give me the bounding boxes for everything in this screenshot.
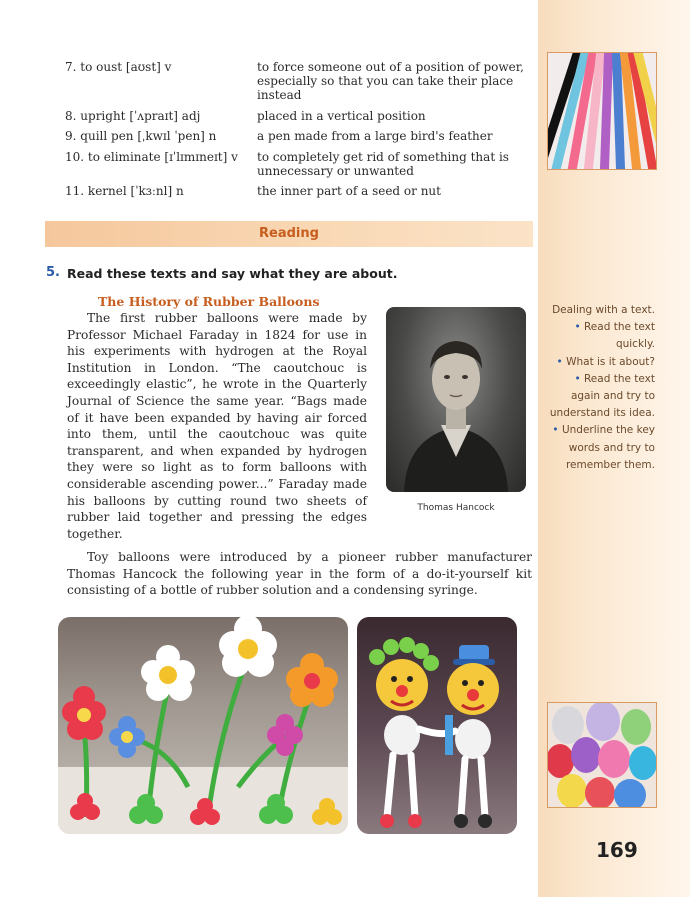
vocab-number: 10. [65, 150, 85, 164]
side-note-text: Read the text quickly. [583, 321, 655, 351]
article-paragraph: The first rubber balloons were made by Professor Michael Faraday in 1824 for use in his experiments with hydrogen at the Royal Institution in London. “The caoutchouc is exceedingly elastic”, he wrote in the Quarterly Journal of Science the same year. “Bags made of it have been expanded by having air forced into them, until the caoutchouc was quite transparent, and when expanded by hydrogen they were so light as to form balloons with considerable ascending power...” Faraday made his balloons by cutting round two sheets of rubber laid together and pressing the edges together. [67, 311, 367, 541]
side-note-bullet: • [574, 321, 581, 334]
page-number: 169 [596, 838, 638, 862]
vocab-term: to eliminate [ɪˈlɪmɪneɪt] v [87, 150, 238, 164]
side-note-text: Dealing with a text. [552, 304, 655, 316]
side-note-bullet: • [574, 372, 581, 385]
side-note-text: Read the text again and try to understand its idea. [549, 372, 655, 420]
article-paragraph: Toy balloons were introduced by a pioneer rubber manufacturer Thomas Hancock the following year in the form of a do-it-yourself kit consisting of a bottle of rubber solution and a condensing syringe. [67, 550, 532, 598]
vocab-number: 7. [65, 60, 77, 74]
task-number: 5. [46, 265, 60, 280]
section-band [45, 221, 533, 247]
portrait-image [386, 307, 526, 492]
side-note-item [547, 422, 655, 474]
side-note-item [547, 302, 655, 319]
side-note-item [547, 354, 655, 371]
vocab-term: kernel [ˈkɜːnl] n [87, 184, 184, 198]
section-title: Reading [259, 226, 319, 241]
vocab-definition: placed in a vertical position [257, 109, 426, 123]
balloon-bunch-illustration [548, 703, 656, 807]
vocab-term: quill pen [ˌkwɪl ˈpen] n [80, 129, 217, 143]
side-note-bullet: • [552, 424, 559, 437]
vocab-number: 11. [65, 184, 85, 198]
vocab-definition: a pen made from a large bird's feather [257, 129, 493, 143]
side-note-text: What is it about? [566, 355, 655, 368]
long-balloons-photo [547, 52, 657, 170]
vocab-term: upright [ˈʌpraɪt] adj [80, 109, 201, 123]
balloon-clowns-photo [357, 617, 517, 834]
vocab-number: 8. [65, 109, 77, 123]
vocab-term: to oust [aʊst] v [80, 60, 172, 74]
side-note-item [547, 319, 655, 353]
balloon-bunch-photo [547, 702, 657, 808]
balloon-flowers-illustration [58, 617, 348, 834]
portrait-illustration [386, 307, 526, 492]
balloon-flowers-photo [58, 617, 348, 834]
side-note [547, 302, 655, 474]
vocab-number: 9. [65, 129, 77, 143]
vocab-definition: to force someone out of a position of power, especially so that you can take their place instead [257, 60, 524, 102]
side-note-item [547, 371, 655, 423]
side-note-text: Underline the key words and try to remember them. [561, 424, 655, 471]
vocab-definition: to completely get rid of something that is unnecessary or unwanted [257, 150, 509, 178]
task-instruction: Read these texts and say what they are about. [67, 266, 398, 281]
long-balloons-illustration [548, 53, 656, 169]
balloon-clowns-illustration [357, 617, 517, 834]
portrait-caption: Thomas Hancock [417, 503, 495, 513]
article-title: The History of Rubber Balloons [98, 294, 320, 309]
vocab-definition: the inner part of a seed or nut [257, 184, 441, 198]
side-note-bullet: • [556, 355, 563, 368]
